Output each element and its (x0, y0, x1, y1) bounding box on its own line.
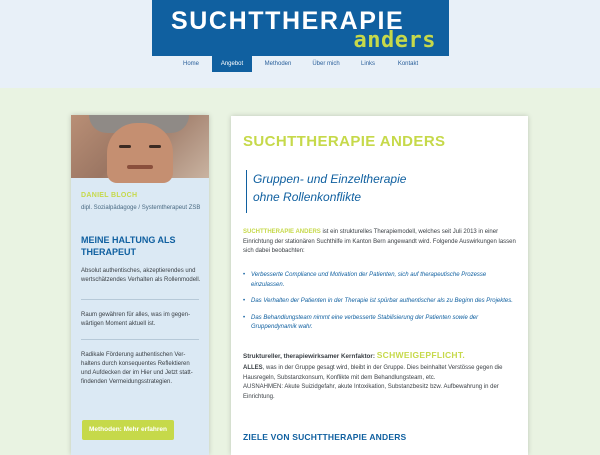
sidebar-paragraph: Absolut authentisches, akzeptierendes und wertschätzendes Verhalten als Rollenmodell. (81, 268, 201, 283)
therapist-role: dipl. Sozialpädagoge / Systemtherapeut ZSB (81, 205, 201, 211)
sidebar-paragraph: Radikale Förderung authentischen Verhaltens durch konsequentes Reflektieren und Aufdecken der im Hier und Jetzt stattfindenden Vermeidungsstrategien. (81, 352, 193, 385)
sidebar (71, 115, 209, 455)
list-item: • Verbesserte Compliance und Motivation der Patienten, sich auf therapeutische Prozesse einzulassen. (243, 271, 519, 290)
kernfaktor-value: SCHWEIGEPFLICHT. (376, 350, 466, 360)
sidebar-divider (81, 299, 199, 300)
methoden-more-button[interactable]: Methoden: Mehr erfahren (82, 420, 174, 440)
logo-line2: anders (353, 28, 436, 53)
intro-paragraph (243, 228, 519, 257)
intro-text: ist ein strukturelles Therapiemodell, welches seit Juli 2013 in einer Einrichtung der stationären Suchthilfe im Kanton Bern angewandt wird. Folgende Auswirkungen lassen sich dabei beobachten: (243, 229, 516, 254)
nav-item-links[interactable]: Links (360, 61, 375, 67)
tagline-quote (246, 170, 406, 213)
profile-photo (71, 115, 209, 178)
kernfaktor-line (243, 350, 519, 360)
intro-highlight: SUCHTTHERAPIE ANDERS (243, 229, 321, 235)
sidebar-divider (81, 339, 199, 340)
rules-paragraph (243, 364, 519, 402)
main-content (231, 116, 528, 455)
nav-item-kontakt[interactable]: Kontakt (397, 61, 419, 67)
tagline-line2: ohne Rollenkonflikte (253, 190, 362, 204)
exceptions-text: AUSNAHMEN: Akute Suizidgefahr, akute Intoxikation, Substanzbesitz bzw. Aufbewahrung in der Einrichtung. (243, 384, 499, 400)
page-title: SUCHTTHERAPIE ANDERS (243, 133, 446, 150)
effects-list (243, 271, 519, 340)
kernfaktor-label: Struktureller, therapiewirksamer Kernfaktor: (243, 353, 375, 360)
therapist-name: DANIEL BLOCH (81, 192, 138, 199)
site-logo[interactable] (152, 0, 449, 56)
tagline-line1: Gruppen- und Einzeltherapie (253, 172, 407, 186)
sidebar-heading: MEINE HALTUNG ALS THERAPEUT (81, 235, 176, 257)
nav-item-home[interactable]: Home (182, 61, 199, 67)
nav-item-angebot[interactable]: Angebot (212, 56, 252, 72)
rules-text: , was in der Gruppe gesagt wird, bleibt in der Gruppe. Dies beinhaltet Verstösse gegen die Hausregeln, Substanzkonsum, Konflikte mit dem Behandlungsteam, etc. (243, 365, 503, 381)
alles-label: ALLES (243, 365, 263, 371)
nav-item-ueber-mich[interactable]: Über mich (312, 61, 340, 67)
nav-item-methoden[interactable]: Methoden (264, 61, 292, 67)
section-heading-ziele: ZIELE VON SUCHTTHERAPIE ANDERS (243, 432, 407, 442)
sidebar-paragraph: Raum gewähren für alles, was im gegenwärtigen Moment aktuell ist. (81, 312, 191, 327)
logo-line1: SUCHTTHERAPIE (171, 7, 405, 35)
list-item: • Das Verhalten der Patienten in der Therapie ist spürbar authentischer als zu Beginn des Projektes. (243, 297, 519, 307)
list-item: • Das Behandlungsteam nimmt eine verbesserte Stabilisierung der Patienten sowie der Gruppendynamik wahr. (243, 314, 519, 333)
main-nav (0, 58, 600, 70)
